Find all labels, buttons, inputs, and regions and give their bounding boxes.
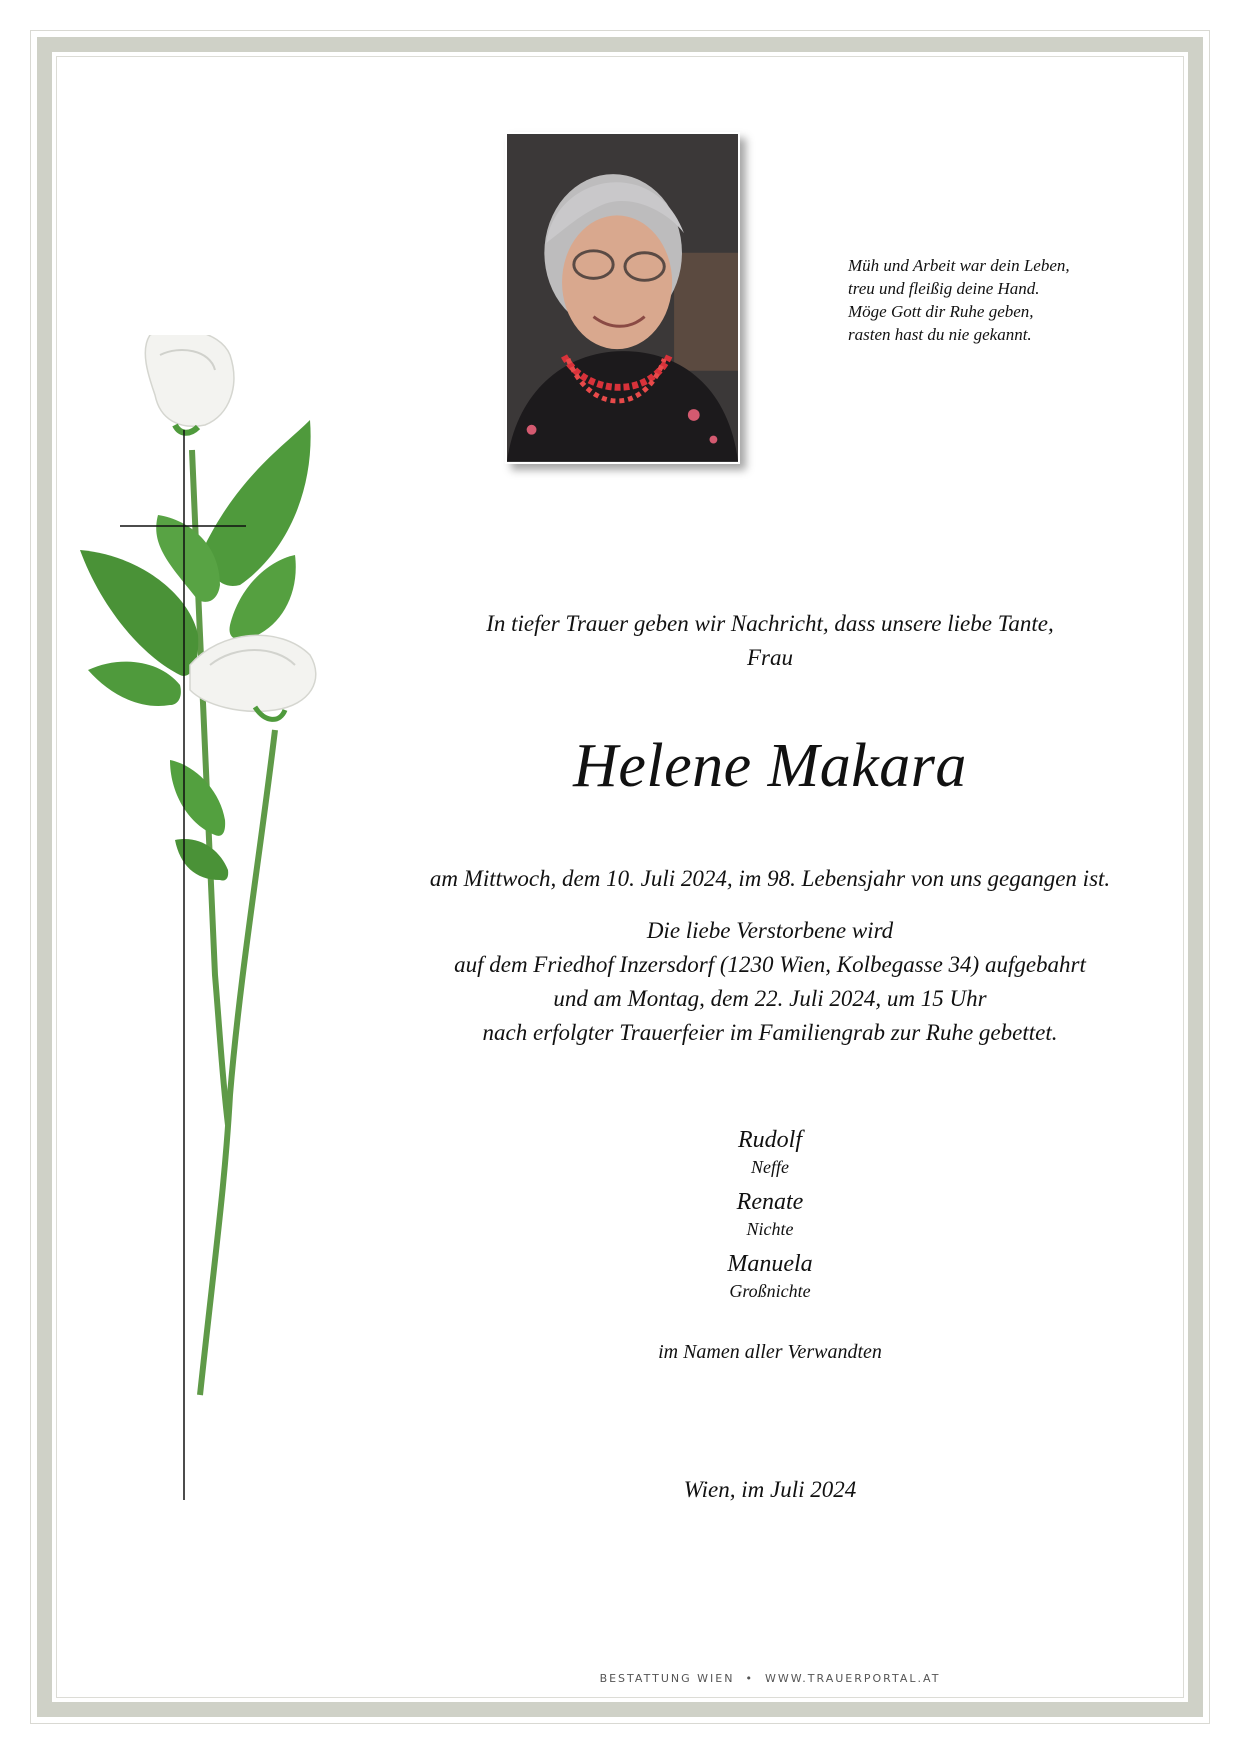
intro-title: Frau xyxy=(747,645,793,670)
place-date: Wien, im Juli 2024 xyxy=(683,1477,857,1502)
mourner-entry xyxy=(370,1187,1170,1241)
mourner-name: Renate xyxy=(736,1189,804,1215)
intro-text xyxy=(370,607,1170,675)
ceremony-line: nach erfolgter Trauerfeier im Familiengrab zur Ruhe gebettet. xyxy=(482,1020,1058,1045)
ceremony-line: Die liebe Verstorbene wird xyxy=(646,918,894,943)
mourner-entry xyxy=(370,1125,1170,1179)
footer-website: WWW.TRAUERPORTAL.AT xyxy=(764,1672,941,1685)
cross-icon xyxy=(120,430,250,1500)
mourners-list xyxy=(370,1125,1170,1311)
ceremony-line: auf dem Friedhof Inzersdorf (1230 Wien, Kolbegasse 34) aufgebahrt xyxy=(454,952,1086,977)
footer-company: BESTATTUNG WIEN xyxy=(599,1672,735,1685)
ceremony-text xyxy=(370,914,1170,1050)
ceremony-line: und am Montag, dem 22. Juli 2024, um 15 Uhr xyxy=(553,986,987,1011)
footer-separator: • xyxy=(745,1672,754,1685)
poem xyxy=(848,254,1148,346)
poem-line: Müh und Arbeit war dein Leben, xyxy=(848,256,1070,275)
portrait-photo xyxy=(505,132,740,464)
mourner-relation: Großnichte xyxy=(729,1281,811,1301)
poem-line: Möge Gott dir Ruhe geben, xyxy=(848,302,1034,321)
mourner-name: Manuela xyxy=(727,1251,813,1277)
closing-line: im Namen aller Verwandten xyxy=(658,1341,882,1363)
portrait-photo-illustration xyxy=(507,134,738,462)
deceased-name: Helene Makara xyxy=(573,732,967,800)
mourner-relation: Nichte xyxy=(746,1219,794,1239)
death-date-line: am Mittwoch, dem 10. Juli 2024, im 98. Lebensjahr von uns gegangen ist. xyxy=(429,866,1111,891)
mourner-relation: Neffe xyxy=(751,1157,789,1177)
footer xyxy=(370,1672,1170,1685)
rose-bloom-top xyxy=(145,335,234,433)
poem-line: treu und fleißig deine Hand. xyxy=(848,279,1040,298)
mourner-entry xyxy=(370,1249,1170,1303)
intro-line: In tiefer Trauer geben wir Nachricht, dass unsere liebe Tante, xyxy=(486,611,1054,636)
mourner-name: Rudolf xyxy=(738,1127,802,1153)
poem-line: rasten hast du nie gekannt. xyxy=(848,325,1032,344)
